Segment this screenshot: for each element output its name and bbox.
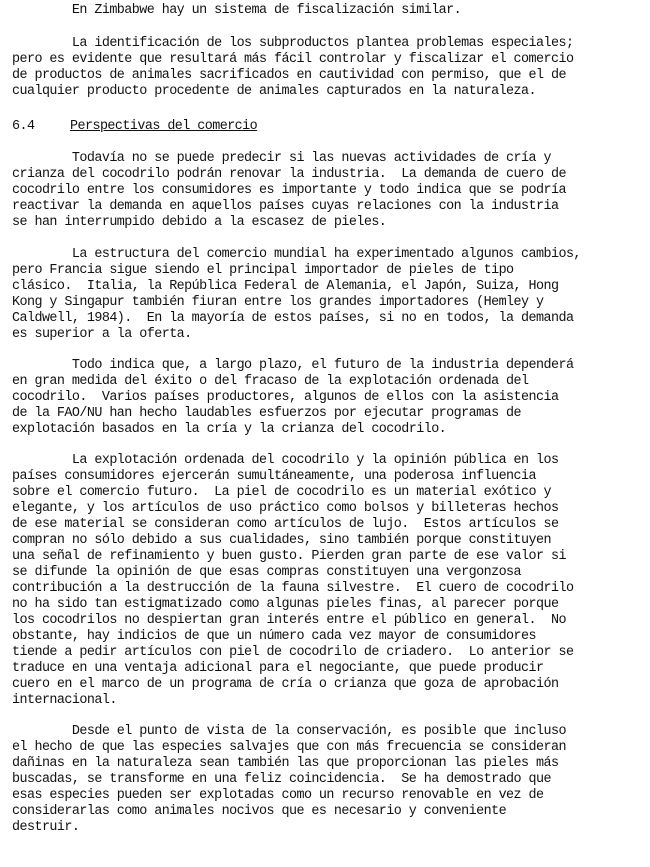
- p3-line-1: La estructura del comercio mundial ha experimentado algunos cambios,: [12, 247, 581, 262]
- p3-line-5: Caldwell, 1984). En la mayoría de estos países, si no en todos, la demanda: [12, 311, 574, 326]
- p5-line-14: traduce en una ventaja adicional para el negociante, que puede producir: [12, 661, 544, 676]
- p5-line-9: contribución a la destrucción de la fauna silvestre. El cuero de cocodrilo: [12, 581, 574, 596]
- p5-line-11: los cocodrilos no despiertan gran interés entre el público en general. No: [12, 613, 566, 628]
- p3-line-4: Kong y Singapur también fiuran entre los grandes importadores (Hemley y: [12, 295, 544, 310]
- p2-line-5: se han interrumpido debido a la escasez de pieles.: [12, 215, 387, 230]
- p6-line-6: considerarlas como animales nocivos que es necesario y conveniente: [12, 804, 507, 819]
- p4-line-5: explotación basados en la cría y la crianza del cocodrilo.: [12, 422, 447, 437]
- p6-line-1: Desde el punto de vista de la conservación, es posible que incluso: [12, 724, 566, 739]
- p0-line-1: En Zimbabwe hay un sistema de fiscalización similar.: [12, 3, 462, 18]
- p1-line-1: La identificación de los subproductos plantea problemas especiales;: [12, 36, 574, 51]
- p5-line-4: elegante, y los artículos de uso práctico como bolsos y billeteras hechos: [12, 501, 559, 516]
- p5-line-3: sobre el comercio futuro. La piel de cocodrilo es un material exótico y: [12, 485, 551, 500]
- p5-line-1: La explotación ordenada del cocodrilo y la opinión pública en los: [12, 453, 559, 468]
- p4-line-4: de la FAO/NU han hecho laudables esfuerzos por ejecutar programas de: [12, 406, 522, 421]
- p5-line-12: obstante, hay indicios de que un número cada vez mayor de consumidores: [12, 629, 536, 644]
- p4-line-2: en gran medida del éxito o del fracaso de la explotación ordenada del: [12, 374, 529, 389]
- p6-line-2: el hecho de que las especies salvajes que con más frecuencia se consideran: [12, 740, 566, 755]
- p5-line-6: compran no sólo debido a sus cualidades, sino también porque constituyen: [12, 533, 551, 548]
- p6-line-5: esas especies pueden ser explotadas como un recurso renovable en vez de: [12, 788, 544, 803]
- p5-line-5: de ese material se consideran como artículos de lujo. Estos artículos se: [12, 517, 559, 532]
- p2-line-2: crianza del cocodrilo podrán renovar la industria. La demanda de cuero de: [12, 167, 566, 182]
- p4-line-1: Todo indica que, a largo plazo, el futuro de la industria dependerá: [12, 358, 574, 373]
- p5-line-8: se difunde la opinión de que esas compras constituyen una vergonzosa: [12, 565, 522, 580]
- p5-line-2: países consumidores ejercerán sumultáneamente, una poderosa influencia: [12, 469, 536, 484]
- p3-line-3: clásico. Italia, la República Federal de Alemania, el Japón, Suiza, Hong: [12, 279, 559, 294]
- p6-line-3: dañinas en la naturaleza sean también las que proporcionan las pieles más: [12, 756, 559, 771]
- p2-line-1: Todavía no se puede predecir si las nuevas actividades de cría y: [12, 151, 551, 166]
- p5-line-10: no ha sido tan estigmatizado como algunas pieles finas, al parecer porque: [12, 597, 559, 612]
- p5-line-13: tiende a pedir artículos con piel de cocodrilo de criadero. Lo anterior se: [12, 645, 574, 660]
- p3-line-6: es superior a la oferta.: [12, 327, 192, 342]
- p4-line-3: cocodrilo. Varios países productores, algunos de ellos con la asistencia: [12, 390, 559, 405]
- p3-line-2: pero Francia sigue siendo el principal importador de pieles de tipo: [12, 263, 514, 278]
- p5-line-16: internacional.: [12, 693, 117, 708]
- section-number: 6.4: [12, 119, 35, 134]
- p2-line-4: reactivar la demanda en aquellos países cuyas relaciones con la industria: [12, 199, 559, 214]
- p5-line-15: cuero en el marco de un programa de cría o crianza que goza de aprobación: [12, 677, 559, 692]
- p2-line-3: cocodrilo entre los consumidores es importante y todo indica que se podría: [12, 183, 566, 198]
- p6-line-4: buscadas, se transforme en una feliz coincidencia. Se ha demostrado que: [12, 772, 551, 787]
- p1-line-3: de productos de animales sacrificados en cautividad con permiso, que el de: [12, 68, 566, 83]
- p5-line-7: una señal de refinamiento y buen gusto. Pierden gran parte de ese valor si: [12, 549, 566, 564]
- section-title: Perspectivas del comercio: [70, 119, 258, 134]
- p6-line-7: destruir.: [12, 820, 80, 835]
- p1-line-4: cualquier producto procedente de animales capturados en la naturaleza.: [12, 84, 536, 99]
- p1-line-2: pero es evidente que resultará más fácil controlar y fiscalizar el comercio: [12, 52, 574, 67]
